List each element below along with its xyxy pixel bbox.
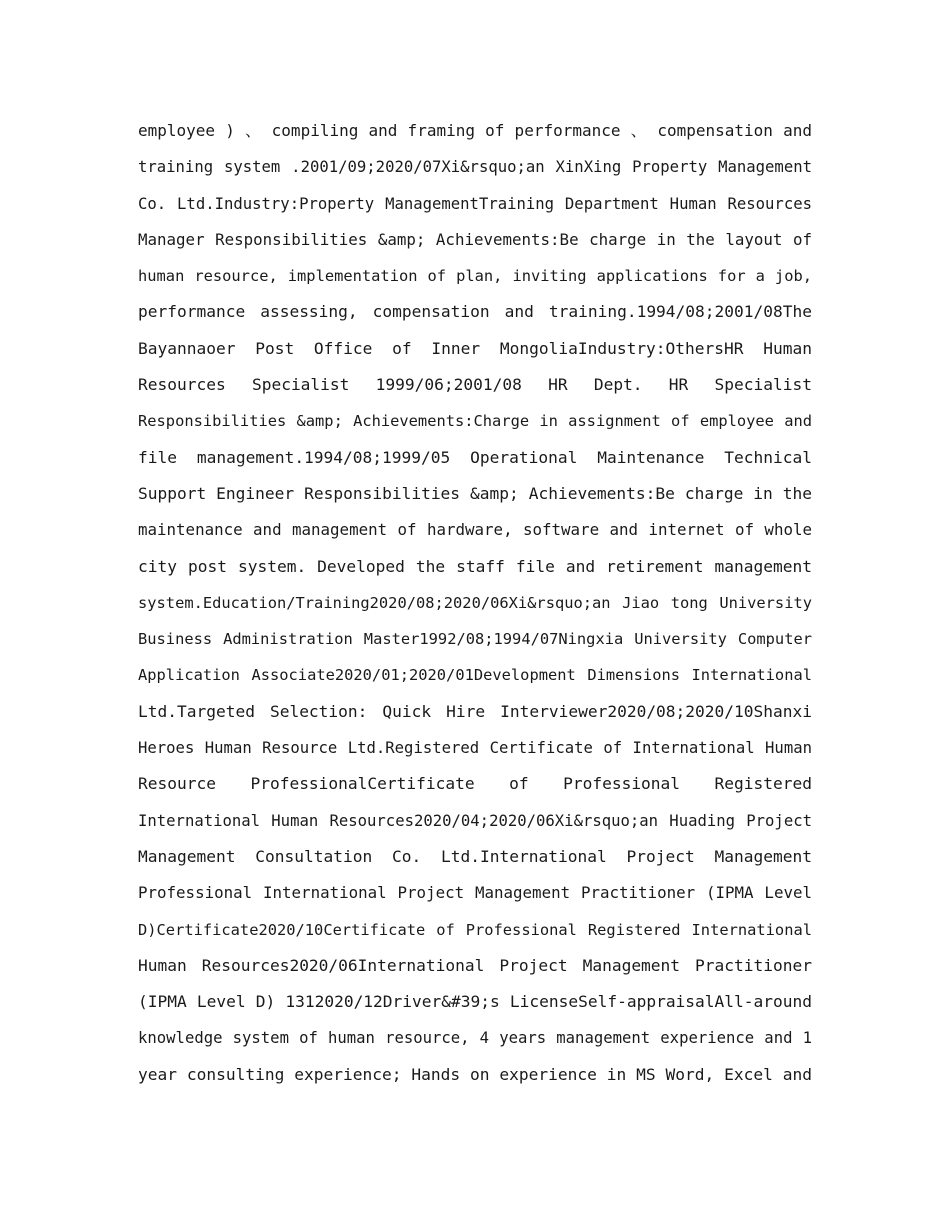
- text-line: employee ) 、 compiling and framing of performance 、 compensation and: [138, 121, 812, 140]
- text-line: Support Engineer Responsibilities &amp; Achievements:Be charge in the: [138, 483, 812, 503]
- text-line: maintenance and management of hardware, software and internet of whole: [138, 520, 812, 540]
- text-line: Bayannaoer Post Office of Inner MongoliaIndustry:OthersHR Human: [138, 338, 812, 358]
- text-line: knowledge system of human resource, 4 years management experience and 1: [138, 1029, 812, 1048]
- text-line: Resource ProfessionalCertificate of Professional Registered: [138, 774, 812, 794]
- text-line: human resource, implementation of plan, inviting applications for a job,: [138, 267, 812, 286]
- body-text: [138, 113, 812, 1093]
- text-line: (IPMA Level D) 1312020/12Driver&#39;s LicenseSelf-appraisalAll-around: [138, 992, 812, 1012]
- text-line: Professional International Project Management Practitioner (IPMA Level: [138, 883, 812, 903]
- text-line: Business Administration Master1992/08;1994/07Ningxia University Computer: [138, 630, 812, 649]
- text-line: Resources Specialist 1999/06;2001/08 HR Dept. HR Specialist: [138, 375, 812, 395]
- text-line: Co. Ltd.Industry:Property ManagementTraining Department Human Resources: [138, 194, 812, 213]
- text-line: Human Resources2020/06International Project Management Practitioner: [138, 955, 812, 975]
- text-line: file management.1994/08;1999/05 Operational Maintenance Technical: [138, 447, 812, 467]
- text-line: training system .2001/09;2020/07Xi&rsquo;an XinXing Property Management: [138, 158, 812, 177]
- text-line: system.Education/Training2020/08;2020/06Xi&rsquo;an Jiao tong University: [138, 593, 812, 612]
- text-line: D)Certificate2020/10Certificate of Professional Registered International: [138, 920, 812, 939]
- text-line: city post system. Developed the staff file and retirement management: [138, 556, 812, 576]
- text-line: year consulting experience; Hands on experience in MS Word, Excel and: [138, 1064, 812, 1084]
- text-line: Responsibilities &amp; Achievements:Charge in assignment of employee and: [138, 412, 812, 431]
- text-line: Application Associate2020/01;2020/01Development Dimensions International: [138, 666, 812, 685]
- text-line: Heroes Human Resource Ltd.Registered Certificate of International Human: [138, 739, 812, 758]
- text-line: Ltd.Targeted Selection: Quick Hire Interviewer2020/08;2020/10Shanxi: [138, 701, 812, 721]
- text-line: performance assessing, compensation and training.1994/08;2001/08The: [138, 302, 812, 322]
- text-line: Manager Responsibilities &amp; Achievements:Be charge in the layout of: [138, 229, 812, 249]
- text-line: International Human Resources2020/04;2020/06Xi&rsquo;an Huading Project: [138, 811, 812, 830]
- text-line: Management Consultation Co. Ltd.International Project Management: [138, 846, 812, 866]
